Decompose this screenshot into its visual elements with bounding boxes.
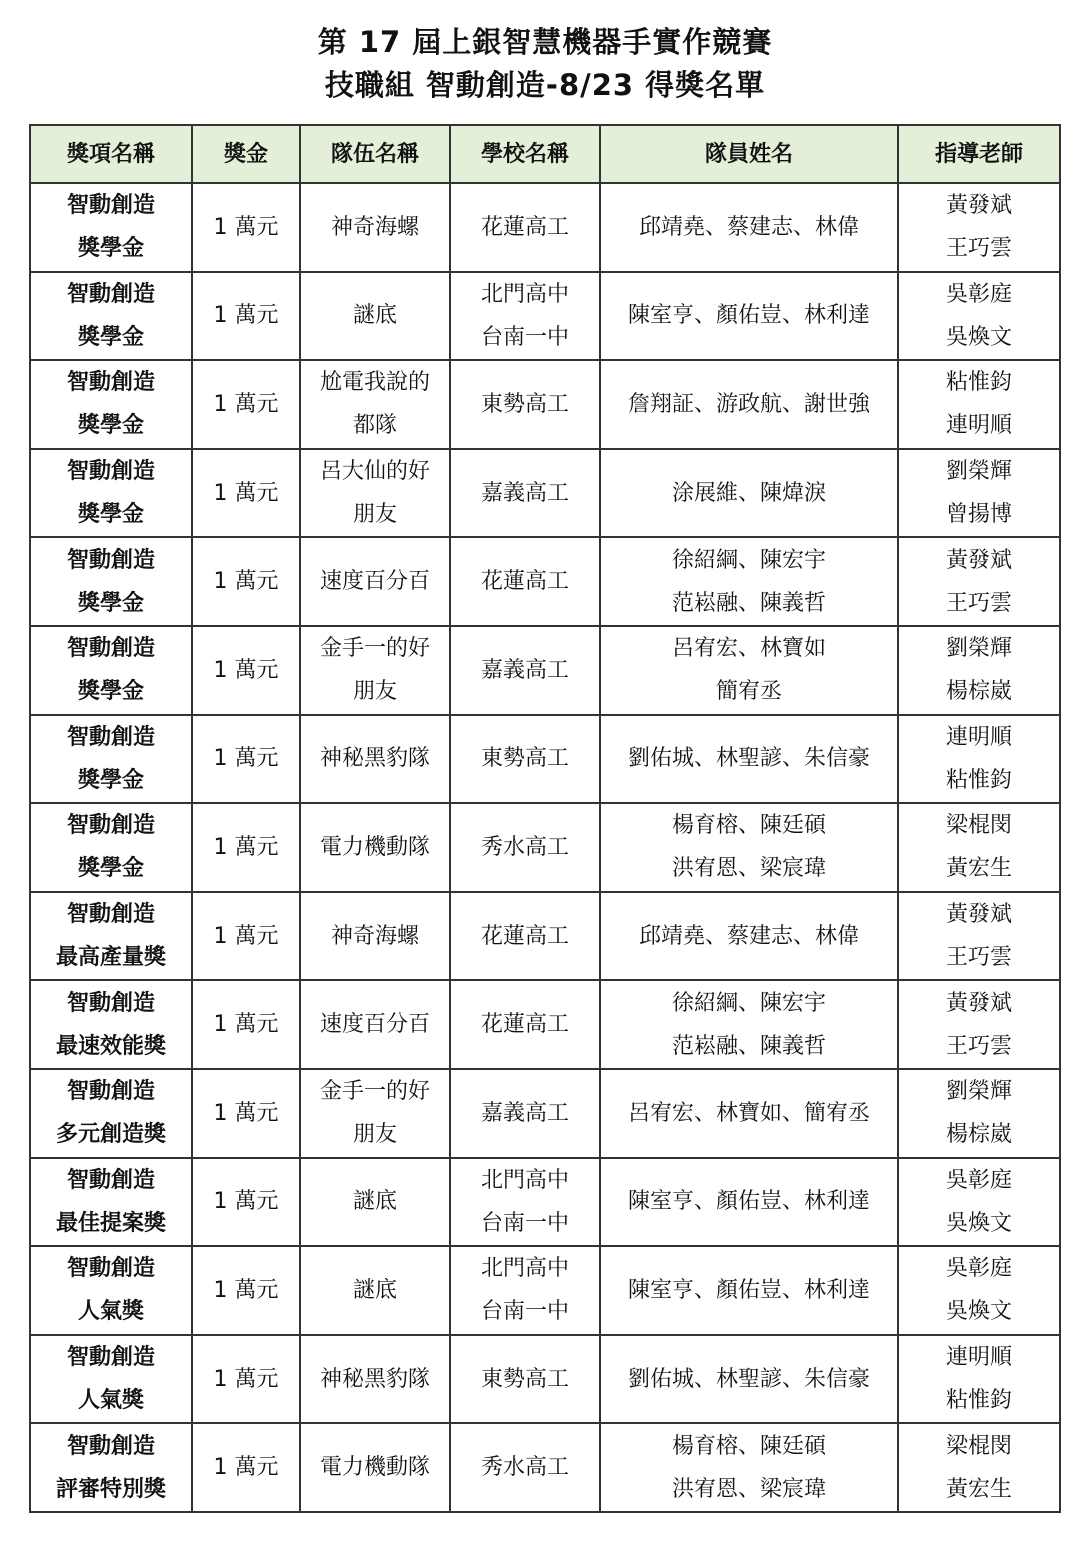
advisors-cell — [898, 360, 1060, 449]
advisors-cell-line: 王巧雲 — [945, 1033, 1012, 1059]
advisors-cell — [898, 537, 1060, 626]
school-cell — [450, 1335, 600, 1424]
members-cell — [600, 892, 898, 981]
prize-cell: 1 萬元 — [192, 626, 300, 715]
school-cell-line: 嘉義高工 — [480, 480, 569, 506]
advisors-cell-line: 黃發斌 — [945, 990, 1012, 1016]
award-cell — [30, 1158, 192, 1247]
members-cell-line: 徐紹綱、陳宏宇 — [671, 990, 826, 1016]
advisors-cell — [898, 980, 1060, 1069]
table-row — [30, 626, 1060, 715]
team-cell-line: 神奇海螺 — [330, 923, 419, 949]
school-cell-line: 秀水高工 — [480, 1455, 569, 1481]
advisors-cell-line: 粘惟鈞 — [945, 767, 1012, 793]
award-cell — [30, 537, 192, 626]
team-cell-line: 速度百分百 — [319, 1012, 430, 1038]
award-cell-line: 評審特別獎 — [55, 1476, 166, 1502]
team-cell-line: 朋友 — [352, 679, 397, 705]
advisors-cell — [898, 626, 1060, 715]
award-cell — [30, 1246, 192, 1335]
school-cell-line: 東勢高工 — [480, 1366, 569, 1392]
header-award: 獎項名稱 — [30, 125, 192, 183]
school-cell-line: 東勢高工 — [480, 391, 569, 417]
school-cell — [450, 626, 600, 715]
table-row — [30, 537, 1060, 626]
advisors-cell — [898, 803, 1060, 892]
prize-cell: 1 萬元 — [192, 715, 300, 804]
advisors-cell-line: 吳煥文 — [945, 1210, 1012, 1236]
members-cell — [600, 360, 898, 449]
members-cell — [600, 1158, 898, 1247]
members-cell — [600, 1246, 898, 1335]
team-cell-line: 速度百分百 — [319, 569, 430, 595]
school-cell-line: 花蓮高工 — [480, 1012, 569, 1038]
members-cell — [600, 626, 898, 715]
advisors-cell-line: 吳煥文 — [945, 1299, 1012, 1325]
team-cell — [300, 980, 450, 1069]
team-cell — [300, 1335, 450, 1424]
award-cell-line: 智動創造 — [66, 1433, 155, 1459]
award-cell — [30, 715, 192, 804]
school-cell-line: 嘉義高工 — [480, 1100, 569, 1126]
table-row — [30, 980, 1060, 1069]
team-cell — [300, 537, 450, 626]
advisors-cell-line: 王巧雲 — [945, 236, 1012, 262]
team-cell-line: 尬電我說的 — [319, 370, 430, 396]
team-cell — [300, 1423, 450, 1512]
prize-cell: 1 萬元 — [192, 360, 300, 449]
award-cell — [30, 449, 192, 538]
team-cell-line: 金手一的好 — [319, 1079, 430, 1105]
school-cell-line: 花蓮高工 — [480, 214, 569, 240]
award-cell — [30, 1069, 192, 1158]
award-cell-line: 智動創造 — [66, 813, 155, 839]
team-cell — [300, 803, 450, 892]
team-cell-line: 謎底 — [352, 1277, 397, 1303]
team-cell — [300, 1069, 450, 1158]
team-cell-line: 神秘黑豹隊 — [319, 1366, 430, 1392]
team-cell-line: 謎底 — [352, 303, 397, 329]
team-cell-line: 朋友 — [352, 502, 397, 528]
award-cell — [30, 980, 192, 1069]
advisors-cell-line: 劉榮輝 — [945, 636, 1012, 662]
advisors-cell-line: 曾揚博 — [945, 502, 1012, 528]
award-cell-line: 獎學金 — [77, 236, 144, 262]
advisors-cell-line: 粘惟鈞 — [945, 370, 1012, 396]
award-cell-line: 智動創造 — [66, 636, 155, 662]
team-cell-line: 神秘黑豹隊 — [319, 746, 430, 772]
school-cell-line: 秀水高工 — [480, 834, 569, 860]
award-cell — [30, 1335, 192, 1424]
team-cell-line: 電力機動隊 — [319, 1455, 430, 1481]
prize-cell: 1 萬元 — [192, 892, 300, 981]
award-cell-line: 獎學金 — [77, 590, 144, 616]
table-row — [30, 715, 1060, 804]
award-cell-line: 獎學金 — [77, 413, 144, 439]
members-cell-line: 劉佑城、林聖諺、朱信豪 — [627, 746, 870, 772]
advisors-cell — [898, 715, 1060, 804]
members-cell — [600, 183, 898, 272]
team-cell — [300, 183, 450, 272]
advisors-cell-line: 吳彰庭 — [945, 1256, 1012, 1282]
table-header-row — [30, 125, 1060, 183]
award-cell — [30, 272, 192, 361]
school-cell — [450, 360, 600, 449]
prize-cell: 1 萬元 — [192, 1335, 300, 1424]
members-cell-line: 楊育榕、陳廷碩 — [671, 813, 826, 839]
advisors-cell — [898, 892, 1060, 981]
team-cell-line: 電力機動隊 — [319, 834, 430, 860]
members-cell-line: 呂宥宏、林寶如 — [671, 636, 826, 662]
school-cell — [450, 537, 600, 626]
school-cell — [450, 1423, 600, 1512]
advisors-cell — [898, 272, 1060, 361]
award-cell-line: 智動創造 — [66, 1167, 155, 1193]
header-advisors: 指導老師 — [898, 125, 1060, 183]
members-cell — [600, 1423, 898, 1512]
prize-cell: 1 萬元 — [192, 449, 300, 538]
award-cell-line: 智動創造 — [66, 724, 155, 750]
members-cell — [600, 537, 898, 626]
document-subtitle: 技職組 智動創造-8/23 得獎名單 — [324, 68, 766, 102]
school-cell-line: 北門高中 — [480, 1167, 569, 1193]
members-cell-line: 洪宥恩、梁宸瑋 — [671, 856, 826, 882]
school-cell — [450, 980, 600, 1069]
advisors-cell-line: 黃宏生 — [945, 856, 1012, 882]
award-cell-line: 智動創造 — [66, 193, 155, 219]
award-cell-line: 智動創造 — [66, 1256, 155, 1282]
table-row — [30, 892, 1060, 981]
award-cell-line: 獎學金 — [77, 502, 144, 528]
prize-cell: 1 萬元 — [192, 272, 300, 361]
award-cell-line: 獎學金 — [77, 679, 144, 705]
members-cell-line: 徐紹綱、陳宏宇 — [671, 547, 826, 573]
school-cell — [450, 892, 600, 981]
school-cell — [450, 1069, 600, 1158]
members-cell-line: 陳室亨、顏佑豈、林利達 — [627, 303, 870, 329]
award-cell-line: 智動創造 — [66, 281, 155, 307]
advisors-cell — [898, 1423, 1060, 1512]
team-cell — [300, 449, 450, 538]
team-cell-line: 呂大仙的好 — [319, 459, 430, 485]
table-row — [30, 1335, 1060, 1424]
school-cell-line: 嘉義高工 — [480, 657, 569, 683]
award-cell-line: 人氣獎 — [77, 1299, 144, 1325]
advisors-cell-line: 連明順 — [945, 413, 1012, 439]
advisors-cell-line: 王巧雲 — [945, 945, 1012, 971]
members-cell — [600, 272, 898, 361]
award-cell-line: 最速效能獎 — [55, 1033, 166, 1059]
school-cell — [450, 1246, 600, 1335]
table-row — [30, 803, 1060, 892]
table-row — [30, 1158, 1060, 1247]
advisors-cell-line: 吳彰庭 — [945, 281, 1012, 307]
header-team: 隊伍名稱 — [300, 125, 450, 183]
advisors-cell-line: 梁棍閔 — [945, 813, 1012, 839]
team-cell — [300, 715, 450, 804]
award-cell-line: 多元創造獎 — [55, 1122, 166, 1148]
award-cell-line: 智動創造 — [66, 459, 155, 485]
table-row — [30, 1423, 1060, 1512]
advisors-cell-line: 連明順 — [945, 1345, 1012, 1371]
prize-cell: 1 萬元 — [192, 1069, 300, 1158]
members-cell-line: 陳室亨、顏佑豈、林利達 — [627, 1189, 870, 1215]
members-cell-line: 涂展維、陳煒淚 — [671, 480, 826, 506]
award-cell-line: 智動創造 — [66, 547, 155, 573]
team-cell — [300, 1158, 450, 1247]
school-cell-line: 台南一中 — [480, 324, 569, 350]
advisors-cell — [898, 183, 1060, 272]
prize-cell: 1 萬元 — [192, 537, 300, 626]
prize-cell: 1 萬元 — [192, 1423, 300, 1512]
header-school: 學校名稱 — [450, 125, 600, 183]
header-prize: 獎金 — [192, 125, 300, 183]
advisors-cell-line: 吳彰庭 — [945, 1167, 1012, 1193]
members-cell — [600, 715, 898, 804]
school-cell-line: 花蓮高工 — [480, 923, 569, 949]
members-cell-line: 陳室亨、顏佑豈、林利達 — [627, 1277, 870, 1303]
school-cell-line: 東勢高工 — [480, 746, 569, 772]
members-cell-line: 劉佑城、林聖諺、朱信豪 — [627, 1366, 870, 1392]
award-cell — [30, 360, 192, 449]
prize-cell: 1 萬元 — [192, 183, 300, 272]
team-cell-line: 神奇海螺 — [330, 214, 419, 240]
team-cell — [300, 360, 450, 449]
award-cell-line: 獎學金 — [77, 324, 144, 350]
award-cell — [30, 1423, 192, 1512]
table-row — [30, 1246, 1060, 1335]
award-cell-line: 智動創造 — [66, 1345, 155, 1371]
advisors-cell-line: 黃發斌 — [945, 902, 1012, 928]
team-cell-line: 朋友 — [352, 1122, 397, 1148]
advisors-cell-line: 楊棕崴 — [945, 1122, 1012, 1148]
advisors-cell — [898, 1246, 1060, 1335]
award-cell-line: 獎學金 — [77, 767, 144, 793]
award-cell-line: 智動創造 — [66, 370, 155, 396]
members-cell — [600, 803, 898, 892]
advisors-cell — [898, 1158, 1060, 1247]
prize-cell: 1 萬元 — [192, 1246, 300, 1335]
members-cell-line: 范崧融、陳義哲 — [671, 590, 826, 616]
members-cell — [600, 449, 898, 538]
team-cell-line: 謎底 — [352, 1189, 397, 1215]
members-cell — [600, 1335, 898, 1424]
award-cell-line: 智動創造 — [66, 902, 155, 928]
school-cell-line: 北門高中 — [480, 281, 569, 307]
award-cell — [30, 803, 192, 892]
award-table — [29, 124, 1061, 1513]
team-cell-line: 金手一的好 — [319, 636, 430, 662]
school-cell-line: 花蓮高工 — [480, 569, 569, 595]
advisors-cell — [898, 449, 1060, 538]
advisors-cell-line: 劉榮輝 — [945, 1079, 1012, 1105]
award-cell-line: 人氣獎 — [77, 1388, 144, 1414]
table-row — [30, 449, 1060, 538]
members-cell — [600, 1069, 898, 1158]
award-cell-line: 智動創造 — [66, 990, 155, 1016]
advisors-cell — [898, 1335, 1060, 1424]
header-members: 隊員姓名 — [600, 125, 898, 183]
team-cell — [300, 626, 450, 715]
school-cell — [450, 1158, 600, 1247]
table-row — [30, 360, 1060, 449]
school-cell — [450, 803, 600, 892]
members-cell-line: 楊育榕、陳廷碩 — [671, 1433, 826, 1459]
award-cell — [30, 183, 192, 272]
school-cell — [450, 715, 600, 804]
school-cell-line: 北門高中 — [480, 1256, 569, 1282]
advisors-cell-line: 吳煥文 — [945, 324, 1012, 350]
team-cell-line: 都隊 — [352, 413, 397, 439]
advisors-cell-line: 連明順 — [945, 724, 1012, 750]
school-cell-line: 台南一中 — [480, 1210, 569, 1236]
members-cell-line: 邱靖堯、蔡建志、林偉 — [638, 923, 859, 949]
table-row — [30, 1069, 1060, 1158]
prize-cell: 1 萬元 — [192, 980, 300, 1069]
award-cell-line: 最佳提案獎 — [55, 1210, 166, 1236]
members-cell-line: 簡宥丞 — [715, 679, 782, 705]
award-cell-line: 獎學金 — [77, 856, 144, 882]
members-cell-line: 呂宥宏、林寶如、簡宥丞 — [627, 1100, 870, 1126]
members-cell-line: 洪宥恩、梁宸瑋 — [671, 1476, 826, 1502]
school-cell — [450, 183, 600, 272]
advisors-cell-line: 劉榮輝 — [945, 459, 1012, 485]
advisors-cell-line: 黃發斌 — [945, 547, 1012, 573]
members-cell — [600, 980, 898, 1069]
prize-cell: 1 萬元 — [192, 803, 300, 892]
school-cell — [450, 272, 600, 361]
members-cell-line: 邱靖堯、蔡建志、林偉 — [638, 214, 859, 240]
table-row — [30, 183, 1060, 272]
advisors-cell-line: 王巧雲 — [945, 590, 1012, 616]
award-cell-line: 智動創造 — [66, 1079, 155, 1105]
advisors-cell-line: 黃宏生 — [945, 1476, 1012, 1502]
advisors-cell-line: 黃發斌 — [945, 193, 1012, 219]
school-cell — [450, 449, 600, 538]
document-title: 第 17 屆上銀智慧機器手實作競賽 — [317, 25, 773, 59]
school-cell-line: 台南一中 — [480, 1299, 569, 1325]
advisors-cell-line: 楊棕崴 — [945, 679, 1012, 705]
award-cell — [30, 892, 192, 981]
award-cell — [30, 626, 192, 715]
team-cell — [300, 1246, 450, 1335]
advisors-cell-line: 粘惟鈞 — [945, 1388, 1012, 1414]
table-body — [30, 183, 1060, 1512]
advisors-cell — [898, 1069, 1060, 1158]
team-cell — [300, 892, 450, 981]
members-cell-line: 范崧融、陳義哲 — [671, 1033, 826, 1059]
members-cell-line: 詹翔証、游政航、謝世強 — [627, 391, 870, 417]
advisors-cell-line: 梁棍閔 — [945, 1433, 1012, 1459]
team-cell — [300, 272, 450, 361]
table-row — [30, 272, 1060, 361]
prize-cell: 1 萬元 — [192, 1158, 300, 1247]
award-cell-line: 最高產量獎 — [55, 945, 166, 971]
